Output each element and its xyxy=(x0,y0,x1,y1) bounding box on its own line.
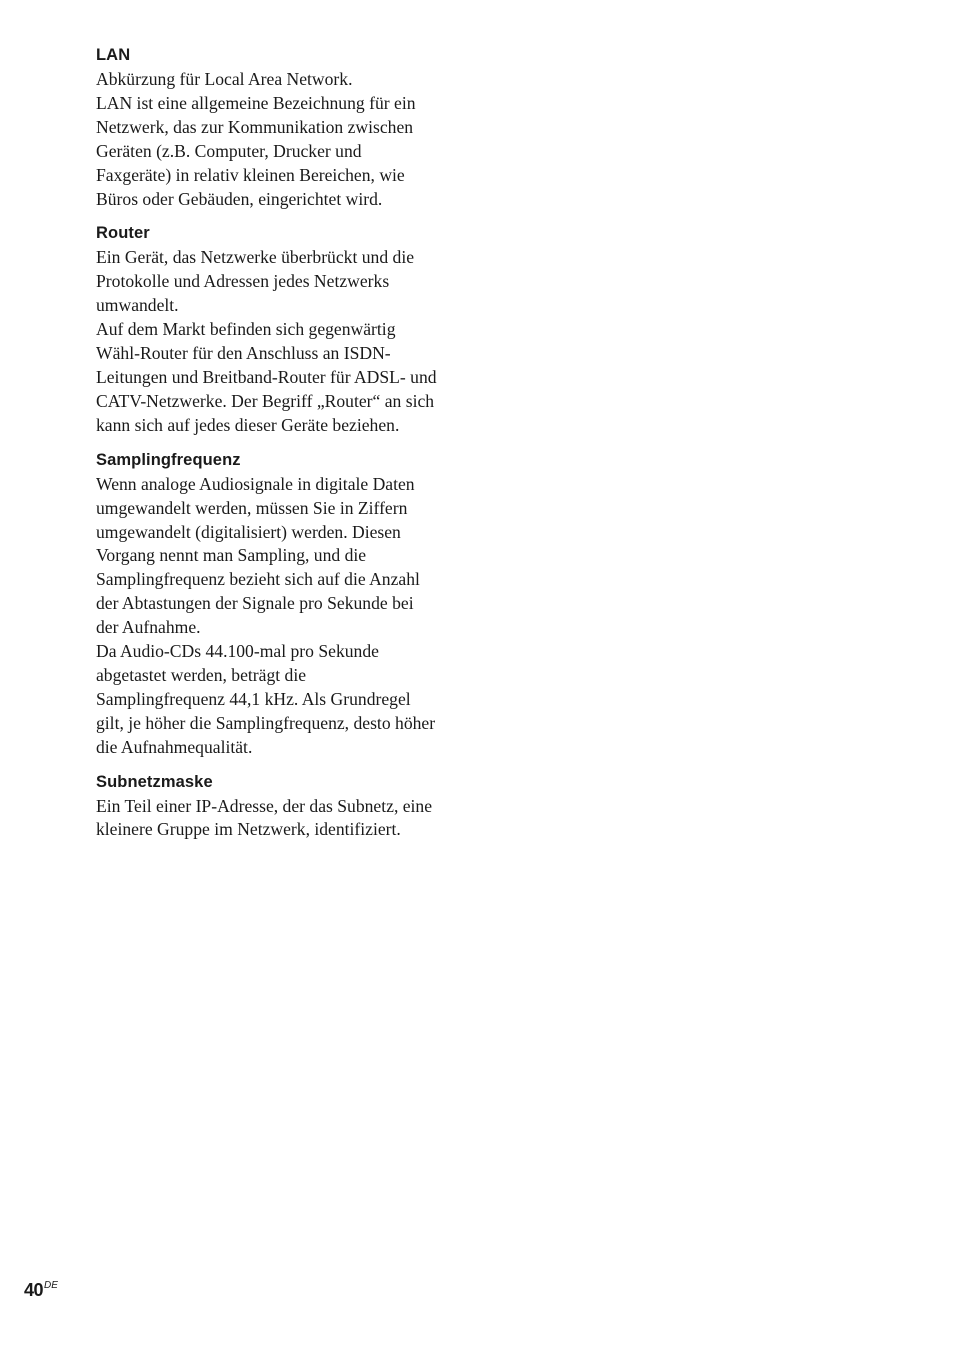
text-line: Samplingfrequenz bezieht sich auf die Anzahl xyxy=(96,569,420,590)
text-line: Ein Teil einer IP-Adresse, der das Subnetz, eine xyxy=(96,795,433,816)
text-line: umwandelt. xyxy=(96,295,179,316)
term-heading: Router xyxy=(96,224,150,243)
page-language-code: DE xyxy=(44,1280,58,1291)
text-line: Vorgang nennt man Sampling, und die xyxy=(96,545,367,566)
definition-text xyxy=(96,795,468,843)
text-line: Auf dem Markt befinden sich gegenwärtig xyxy=(96,319,396,340)
term-heading: LAN xyxy=(96,46,131,64)
glossary-entry-lan xyxy=(96,44,468,211)
text-line: abgetastet werden, beträgt die xyxy=(96,664,307,685)
text-line: der Aufnahme. xyxy=(96,617,201,638)
definition-text xyxy=(96,473,468,760)
text-line: Netzwerk, das zur Kommunikation zwischen xyxy=(96,116,414,137)
glossary-entry-router xyxy=(96,222,468,437)
text-line: Ein Gerät, das Netzwerke überbrückt und die xyxy=(96,247,415,268)
text-line: gilt, je höher die Samplingfrequenz, desto höher xyxy=(96,712,436,733)
definition-text xyxy=(96,246,468,437)
text-line: Da Audio-CDs 44.100-mal pro Sekunde xyxy=(96,641,379,662)
text-line: Faxgeräte) in relativ kleinen Bereichen, wie xyxy=(96,164,405,185)
text-line: die Aufnahmequalität. xyxy=(96,736,253,757)
text-line: Geräten (z.B. Computer, Drucker und xyxy=(96,140,362,161)
text-line: Büros oder Gebäuden, eingerichtet wird. xyxy=(96,188,383,209)
term-heading: Samplingfrequenz xyxy=(96,450,241,469)
text-line: Leitungen und Breitband-Router für ADSL- und xyxy=(96,366,437,387)
text-line: Wenn analoge Audiosignale in digitale Daten xyxy=(96,473,415,494)
glossary-column xyxy=(96,44,468,853)
text-line: LAN ist eine allgemeine Bezeichnung für ein xyxy=(96,92,416,113)
text-line: kleinere Gruppe im Netzwerk, identifiziert. xyxy=(96,819,401,840)
text-line: CATV-Netzwerke. Der Begriff „Router“ an sich xyxy=(96,390,435,411)
glossary-entry-subnetzmaske xyxy=(96,771,468,843)
page-footer xyxy=(24,1280,58,1301)
page-number: 40 xyxy=(24,1280,44,1300)
text-line: Protokolle und Adressen jedes Netzwerks xyxy=(96,271,390,292)
term-heading: Subnetzmaske xyxy=(96,772,213,791)
glossary-entry-samplingfrequenz xyxy=(96,449,468,760)
definition-text xyxy=(96,68,468,211)
text-line: umgewandelt (digitalisiert) werden. Diesen xyxy=(96,521,401,542)
text-line: Samplingfrequenz 44,1 kHz. Als Grundregel xyxy=(96,688,411,709)
text-line: kann sich auf jedes dieser Geräte beziehen. xyxy=(96,414,400,435)
text-line: Wähl-Router für den Anschluss an ISDN- xyxy=(96,343,391,364)
text-line: der Abtastungen der Signale pro Sekunde bei xyxy=(96,593,414,614)
text-line: umgewandelt werden, müssen Sie in Ziffern xyxy=(96,497,408,518)
text-line: Abkürzung für Local Area Network. xyxy=(96,69,353,89)
